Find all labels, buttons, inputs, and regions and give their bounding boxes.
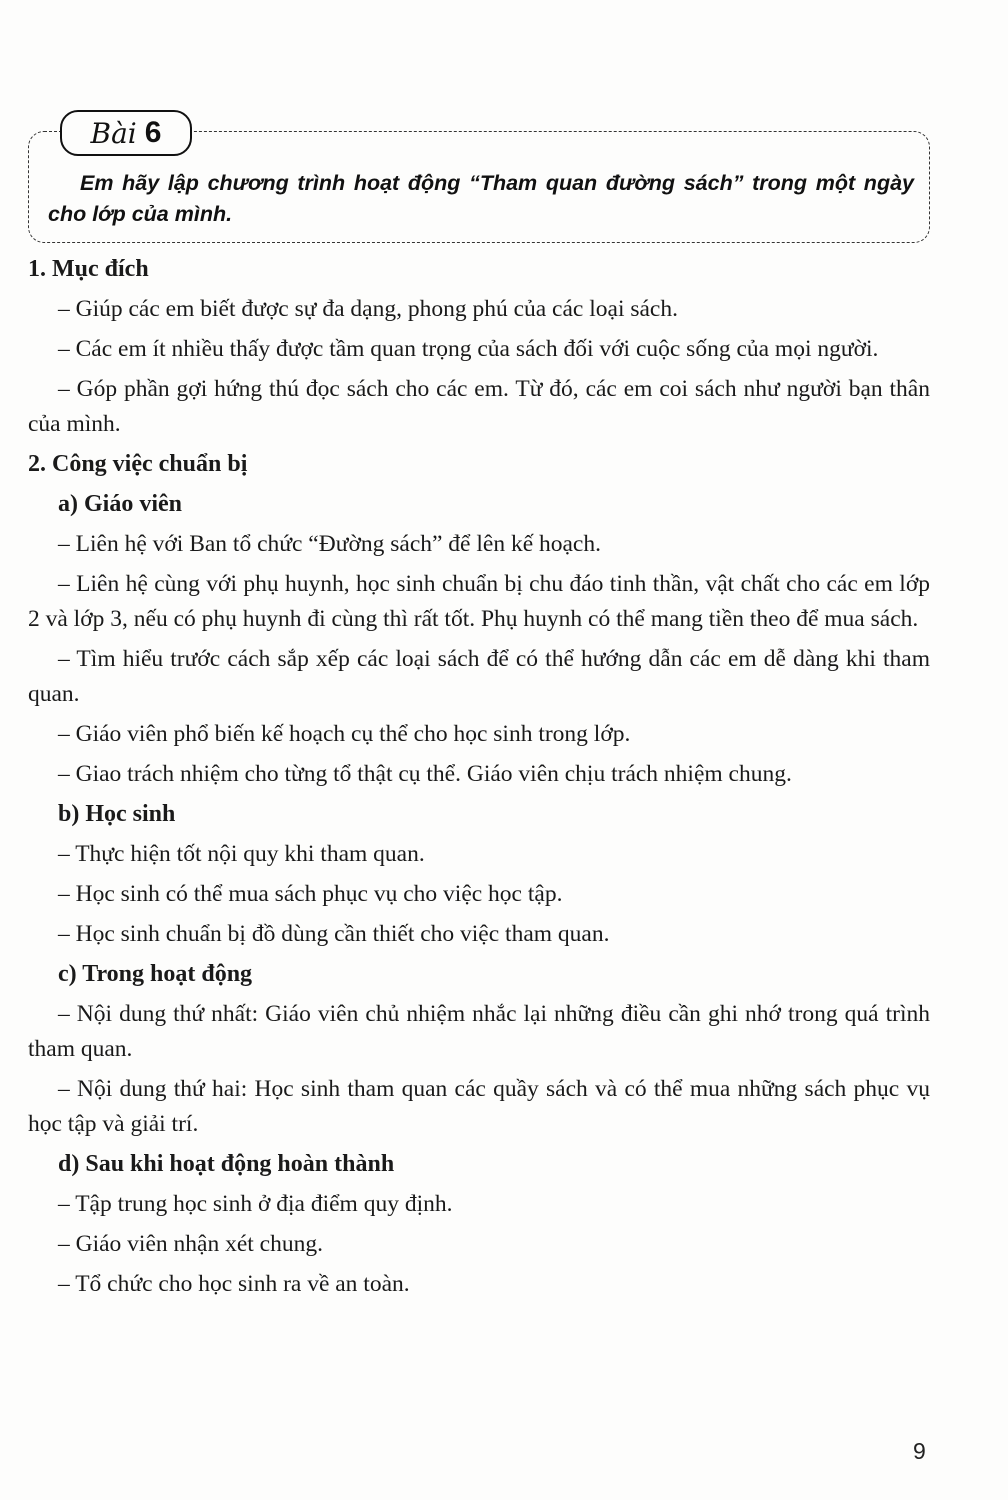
section-heading: 2. Công việc chuẩn bị xyxy=(28,451,248,477)
subsection-heading: c) Trong hoạt động xyxy=(58,961,253,987)
exercise-badge xyxy=(60,110,192,156)
paragraph: – Giúp các em biết được sự đa dạng, phong phú của các loại sách. xyxy=(58,296,678,322)
section-heading: 1. Mục đích xyxy=(28,256,149,282)
subsection-heading: a) Giáo viên xyxy=(58,491,182,517)
paragraph: – Tổ chức cho học sinh ra về an toàn. xyxy=(58,1271,410,1297)
exercise-label: Bài xyxy=(90,116,137,150)
subsection-heading: b) Học sinh xyxy=(58,801,176,827)
paragraph: – Tìm hiểu trước cách sắp xếp các loại sách để có thể hướng dẫn các em dễ dàng khi tham quan. xyxy=(28,646,930,707)
exercise-prompt-text: Em hãy lập chương trình hoạt động “Tham quan đường sách” trong một ngày cho lớp của mình. xyxy=(48,171,914,226)
page-content xyxy=(28,252,930,1307)
exercise-number: 6 xyxy=(144,116,162,149)
paragraph: – Liên hệ cùng với phụ huynh, học sinh chuẩn bị chu đáo tinh thần, vật chất cho các em lớp 2 và lớp 3, nếu có phụ huynh đi cùng thì rất tốt. Phụ huynh có thể mang tiền theo để mua sách. xyxy=(28,571,930,632)
paragraph: – Tập trung học sinh ở địa điểm quy định. xyxy=(58,1191,453,1217)
exercise-prompt xyxy=(48,168,914,230)
paragraph: – Thực hiện tốt nội quy khi tham quan. xyxy=(58,841,425,867)
paragraph: – Các em ít nhiều thấy được tầm quan trọng của sách đối với cuộc sống của mọi người. xyxy=(58,336,879,362)
paragraph: – Học sinh chuẩn bị đồ dùng cần thiết cho việc tham quan. xyxy=(58,921,610,947)
paragraph: – Nội dung thứ nhất: Giáo viên chủ nhiệm nhắc lại những điều cần ghi nhớ trong quá trình tham quan. xyxy=(28,1001,930,1062)
paragraph: – Liên hệ với Ban tổ chức “Đường sách” để lên kế hoạch. xyxy=(58,531,601,557)
paragraph: – Giáo viên nhận xét chung. xyxy=(58,1231,323,1257)
paragraph: – Học sinh có thể mua sách phục vụ cho việc học tập. xyxy=(58,881,563,907)
paragraph: – Nội dung thứ hai: Học sinh tham quan các quầy sách và có thể mua những sách phục vụ học tập và giải trí. xyxy=(28,1076,930,1137)
paragraph: – Góp phần gợi hứng thú đọc sách cho các em. Từ đó, các em coi sách như người bạn thân của mình. xyxy=(28,376,930,437)
subsection-heading: d) Sau khi hoạt động hoàn thành xyxy=(58,1151,395,1177)
paragraph: – Giao trách nhiệm cho từng tổ thật cụ thể. Giáo viên chịu trách nhiệm chung. xyxy=(58,761,792,787)
paragraph: – Giáo viên phổ biến kế hoạch cụ thể cho học sinh trong lớp. xyxy=(58,721,631,747)
page-number: 9 xyxy=(913,1438,926,1464)
